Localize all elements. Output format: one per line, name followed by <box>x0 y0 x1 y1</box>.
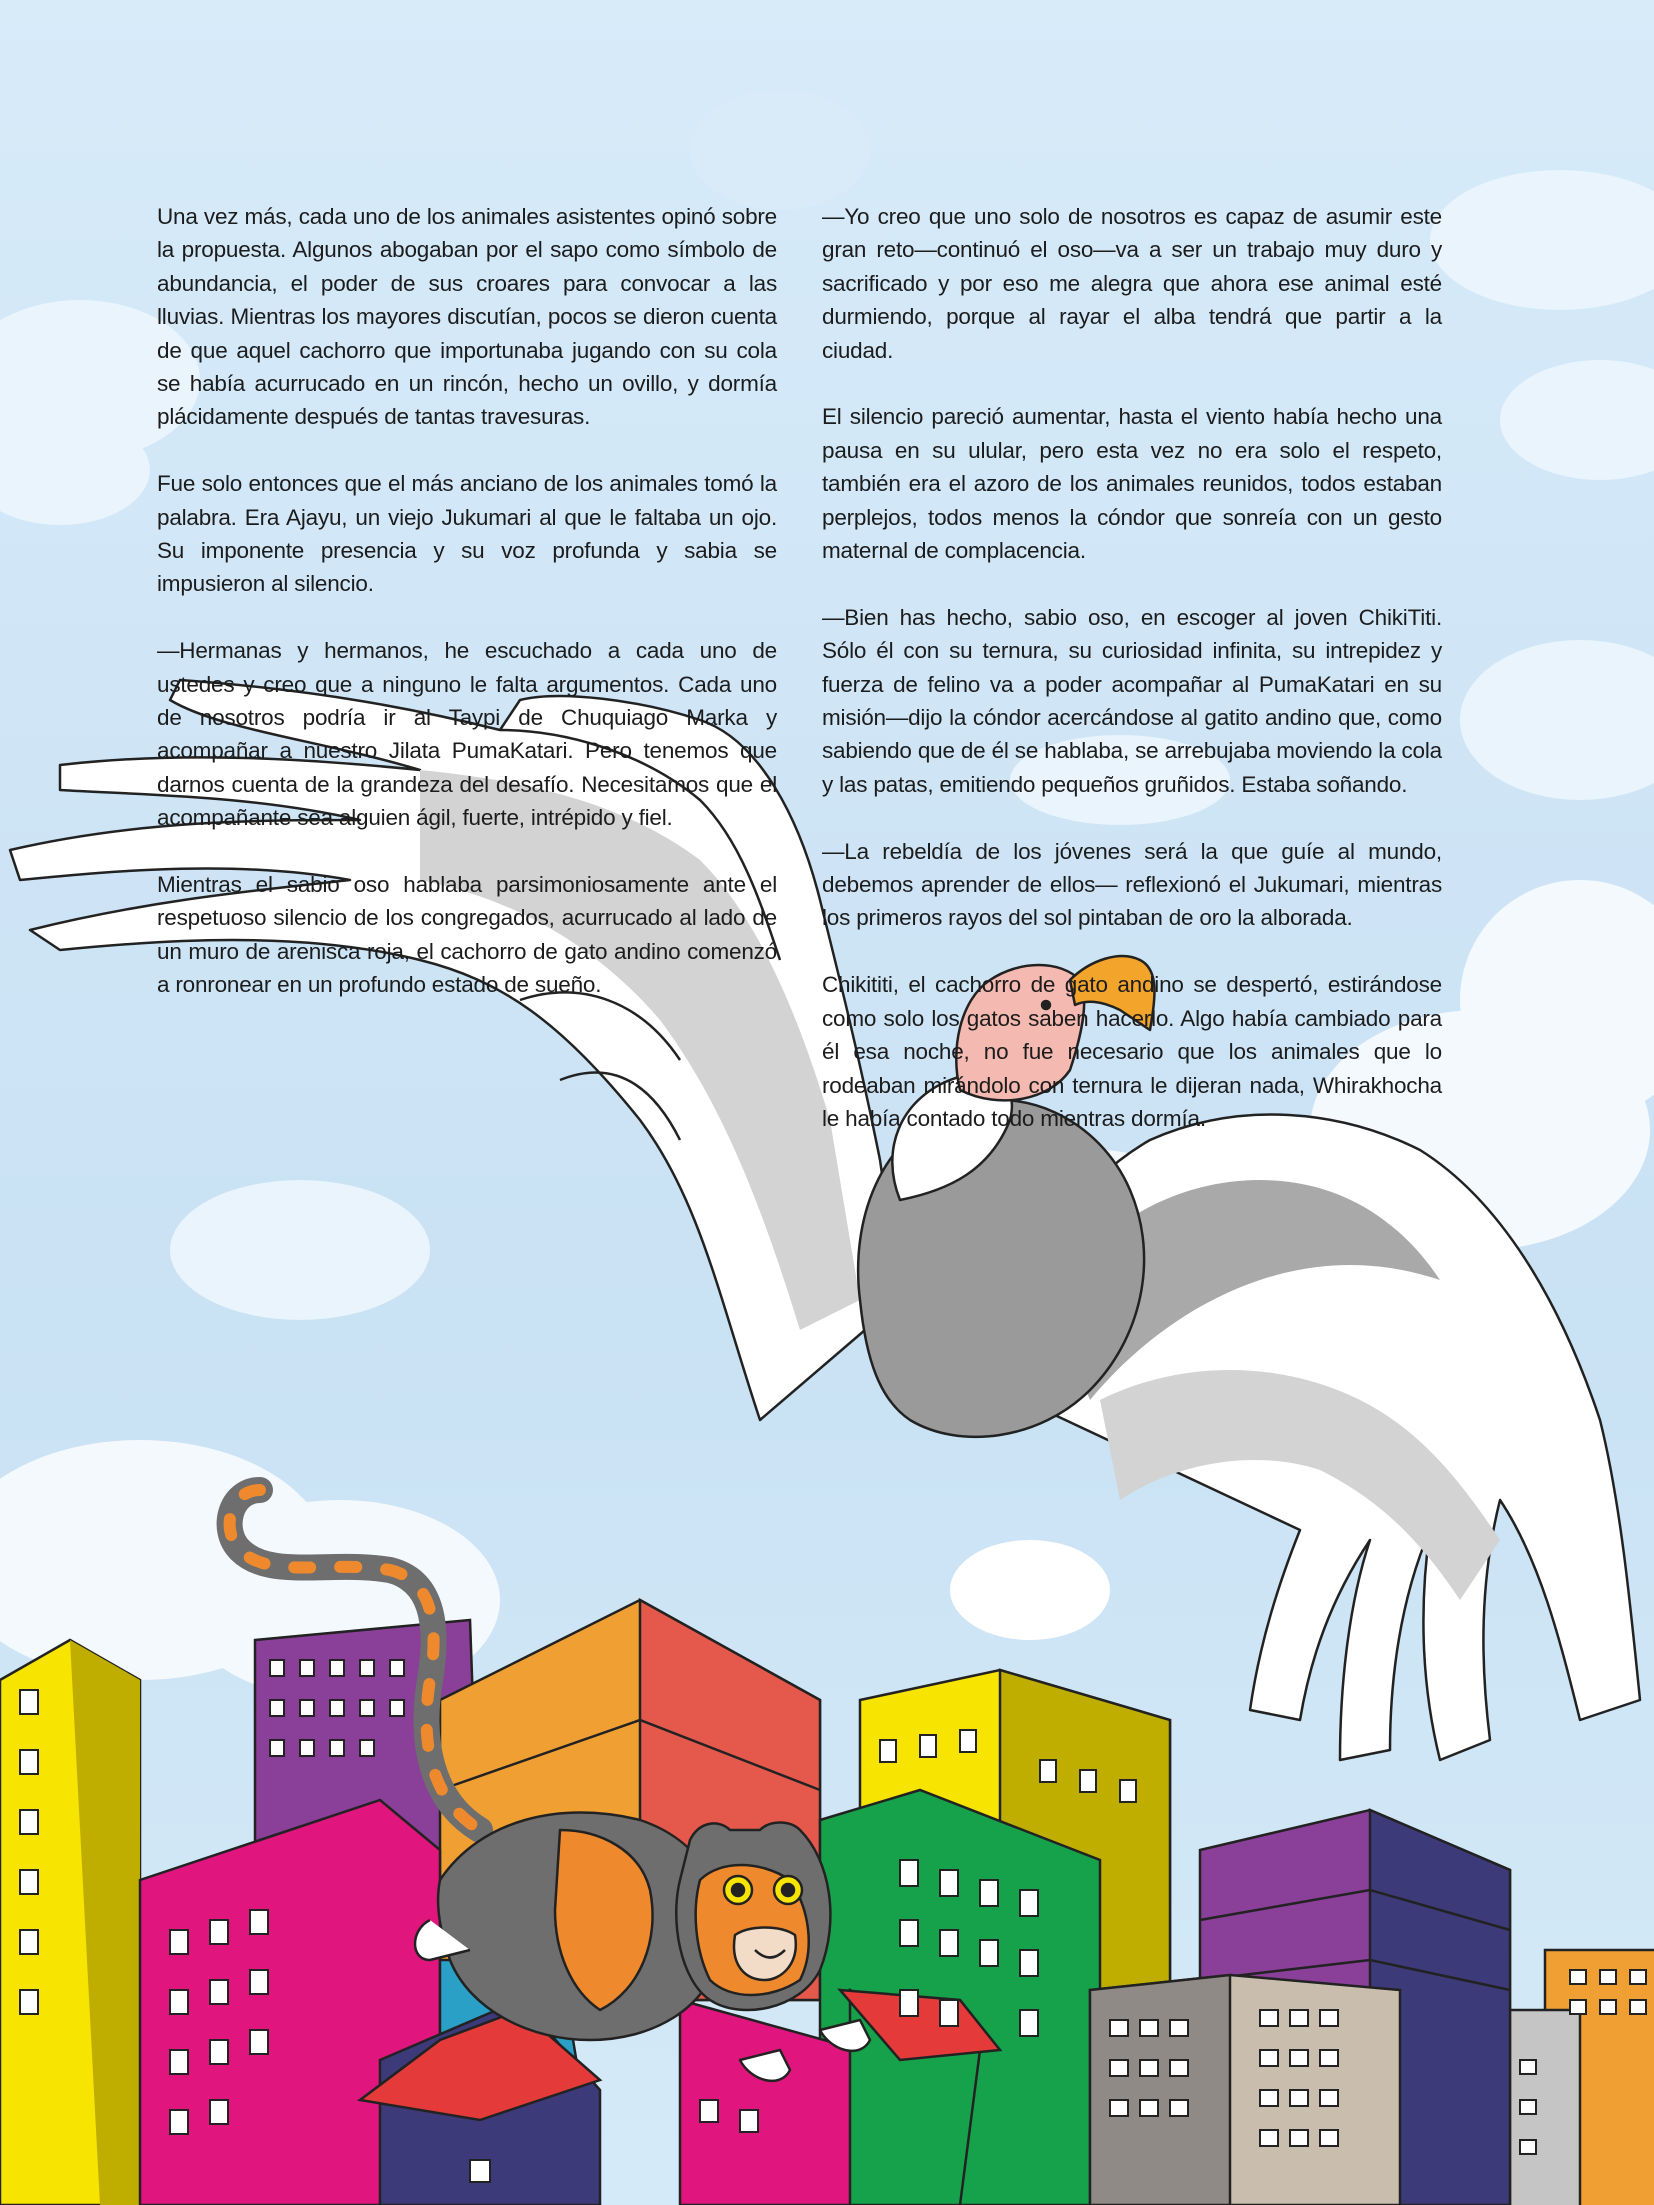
paragraph: Una vez más, cada uno de los animales asistentes opinó sobre la propuesta. Algunos abogaban por el sapo como símbolo de abundancia, el poder de sus croares para convocar a las lluvias. Mientras los mayores discutían, pocos se dieron cuenta de que aquel cachorro que importunaba jugando con su cola se había acurrucado en un rincón, hecho un ovillo, y dormía plácidamente después de tantas travesuras. <box>157 204 777 430</box>
paragraph: Chikititi, el cachorro de gato andino se despertó, estirándose como solo los gatos saben hacerlo. Algo había cambiado para él esa noche, no fue necesario que los animales que lo rodeaban mirándolo con ternura le dijeran nada, Whirakhocha le había contado todo mientras dormía. <box>822 972 1442 1131</box>
paragraph: —Hermanas y hermanos, he escuchado a cada uno de ustedes y creo que a ninguno le falta argumentos. Cada uno de nosotros podría ir al Taypi de Chuquiago Marka y acompañar a nuestro Jilata PumaKatari. Pero tenemos que darnos cuenta de la grandeza del desafío. Necesitamos que el acompañante sea alguien ágil, fuerte, intrépido y fiel. <box>157 638 777 831</box>
text-column-right <box>822 200 1442 1169</box>
text-column-left <box>157 200 777 1035</box>
paragraph: —Yo creo que uno solo de nosotros es capaz de asumir este gran reto—continuó el oso—va a ser un trabajo muy duro y sacrificado y por eso me alegra que ahora ese animal esté durmiendo, porque al rayar el alba tendrá que partir a la ciudad. <box>822 204 1442 363</box>
paragraph: —Bien has hecho, sabio oso, en escoger al joven ChikiTiti. Sólo él con su ternura, su curiosidad infinita, su intrepidez y fuerza de felino va a poder acompañar al PumaKatari en su misión—dijo la cóndor acercándose al gatito andino que, como sabiendo que de él se hablaba, se arrebujaba moviendo la cola y las patas, emitiendo pequeños gruñidos. Estaba soñando. <box>822 604 1442 797</box>
paragraph: Fue solo entonces que el más anciano de los animales tomó la palabra. Era Ajayu, un viejo Jukumari al que le faltaba un ojo. Su imponente presencia y su voz profunda y sabia se impusieron al silencio. <box>157 471 777 597</box>
paragraph: El silencio pareció aumentar, hasta el viento había hecho una pausa en su ulular, pero esta vez no era solo el respeto, también era el azoro de los animales reunidos, todos estaban perplejos, todos menos la cóndor que sonreía con un gesto maternal de complacencia. <box>822 404 1442 564</box>
paragraph: —La rebeldía de los jóvenes será la que guíe al mundo, debemos aprender de ellos— reflexionó el Jukumari, mientras los primeros rayos del sol pintaban de oro la alborada. <box>822 838 1442 931</box>
paragraph: Mientras el sabio oso hablaba parsimoniosamente ante el respetuoso silencio de los congregados, acurrucado al lado de un muro de arenisca roja, el cachorro de gato andino comenzó a ronronear en un profundo estado de sueño. <box>157 872 777 998</box>
